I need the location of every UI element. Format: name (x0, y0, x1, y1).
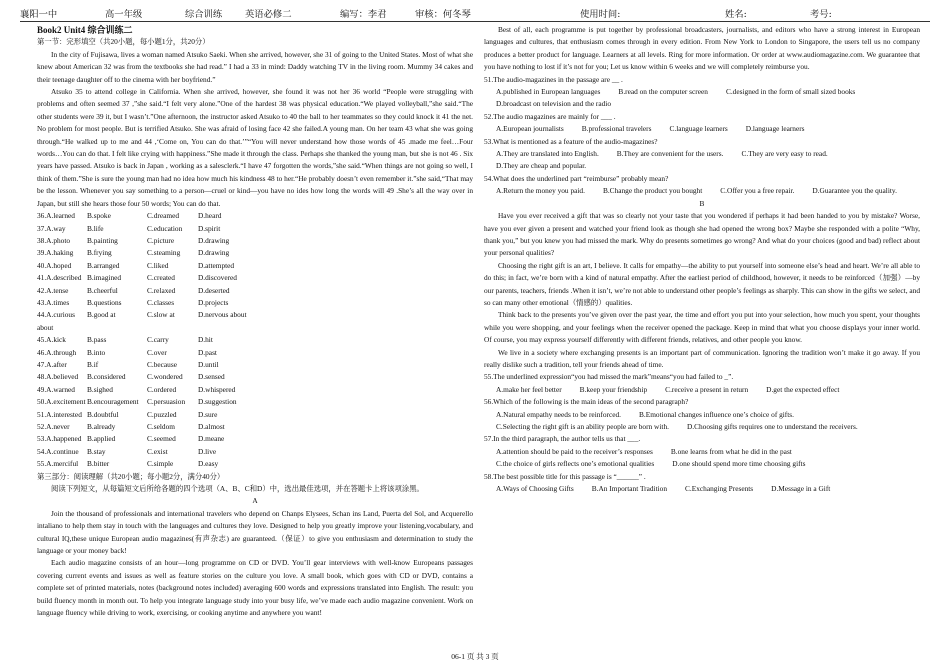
question-stem: 58.The best possible title for this passage is “______” . (484, 471, 646, 481)
answer-option: D.drawing (198, 248, 230, 258)
answer-option: B.if (87, 359, 99, 369)
answer-option: D.heard (198, 211, 222, 221)
question-option: B.An Important Tradition (591, 484, 668, 494)
question-option: C.They are very easy to read. (741, 149, 828, 159)
cloze-answer-row (37, 210, 473, 222)
question-option: D.broadcast on television and the radio (496, 99, 612, 109)
cloze-answer-row (37, 396, 473, 408)
question-option: A.Ways of Choosing Gifts (496, 484, 574, 494)
cloze-answer-row (37, 334, 473, 346)
answer-option: 37.A.way (37, 223, 66, 233)
answer-option: B.arranged (87, 260, 120, 270)
answer-option: B.imagined (87, 273, 122, 283)
cloze-answer-row (37, 272, 473, 284)
answer-option: D.sure (198, 409, 218, 419)
answer-option: 43.A.times (37, 297, 70, 307)
answer-option: D.suggestion (198, 397, 237, 407)
answer-option: 47.A.after (37, 359, 67, 369)
cloze-answer-row (37, 285, 473, 297)
answer-option: 50.A.excitement (37, 397, 86, 407)
header-grade: 高一年级 (105, 9, 143, 20)
cloze-answer-row (37, 371, 473, 383)
question-options (484, 384, 920, 396)
answer-option: 54.A.continue (37, 446, 79, 456)
question-option: C.the choice of girls reflects one’s emotional qualities (496, 459, 655, 469)
answer-option: C.liked (147, 260, 169, 270)
answer-option: 36.A.learned (37, 211, 75, 221)
cloze-answer-row (37, 247, 473, 259)
question-option: D.Guarantee you the quality. (812, 186, 897, 196)
cloze-paragraph-2: Atsuko 35 to attend college in California. When she arrived, however, she found it was not her 36 world “People were struggling with problems and often seemed 37 ,”she said.“I felt very alone.”One of the hardest 38 was physical education.“We played volleyball,”she said.“The other students were 39 it, but I wasn’t.”One afternoon, the instructor asked Atsuko to 40 the ball to her teammates so they could knock it 41 the net. No problem for most people. But is terrified Atsuko. She was afraid of losing face 42 she failed.A young man. On her team 43 what she was going through.“He walked up to me and 44 ,‘Come on, You can do that.’”“You will never understand how those words of 45 .made me feel…Four words…You can do that. I felt like crying with happiness.”She made it through the class. Perhaps she thanked the young man, but she is not 46 . Six years have passed. Atsuko is back in Japan , working as a salesclerk.“I have 47 forgotten the words,”she said.“When things are not going so well, I think of them.”She is sure the young man had no idea how much his kindness 48 to her.“He probably doesn’t even remember it.”she said,“That may be the lesson. Whenever you say something to a person—cruel or kind—you have no ides how long the words will 49 .She’s all the way over in Japan, but still she hears those four 50 words; You can do that. (37, 87, 473, 208)
passage-b-paragraph-1: Have you ever received a gift that was so clearly not your taste that you wondered if perhaps it had been handed to you by mistake? Worse, have you ever given a present and watched your friend look as though she had opened the wrong box? Maybe she responded with a polite “Why, thank you,” but you knew you had missed the mark. Why do presents sometimes go wrong? And what do your choices (good and bad) reflect about your personal qualities? (484, 211, 920, 258)
answer-option: C.puzzled (147, 409, 177, 419)
question-option: A.make her feel better (496, 384, 562, 394)
question-option: C.Selecting the right gift is an ability people are born with. (496, 422, 669, 431)
answer-option: 49.A.warned (37, 384, 75, 394)
answer-option: D.meane (198, 434, 225, 444)
answer-option: D.sensed (198, 372, 225, 382)
question-stem: 53.What is mentioned as a feature of the audio-magazines? (484, 136, 658, 146)
answer-option: 38.A.photo (37, 235, 71, 245)
question-options (484, 148, 920, 173)
question-options (484, 446, 920, 471)
question-options (484, 123, 920, 135)
answer-option: D.discovered (198, 273, 237, 283)
header-exam-no: 考号: (810, 9, 832, 20)
cloze-answer-row (37, 433, 473, 445)
part3-instructions: 阅读下列短文，从每篇短文后所给各题的四个选项（A、B、C和D）中，选出最佳选项，并在答题卡上将该项涂黑。 (51, 484, 424, 494)
answer-option: 39.A.haking (37, 248, 74, 258)
answer-option: B.spoke (87, 211, 111, 221)
left-column (37, 24, 473, 664)
question-option: B.read on the computer screen (618, 87, 708, 97)
cloze-answer-row (37, 235, 473, 247)
answer-option: B.cheerful (87, 285, 118, 295)
cloze-paragraph-1: In the city of Fujisawa, lives a woman named Atsuko Saeki. When she arrived, however, she 31 of going to the United States. Most of what she knew about American 32 was from the textbooks she had read.” I had a 33 in mind: Daddy watching TV in the living room. Mummy 34 cakes and their teenage daughter off to the cinema with her boyfriend.” (37, 49, 473, 84)
question-stem: 52.The audio magazines are mainly for ___ . (484, 111, 616, 121)
page-title: Book2 Unit4 综合训练二 (37, 25, 133, 35)
cloze-answer-list (37, 210, 473, 471)
answer-option: B.encouragement (87, 397, 139, 407)
answer-option: 52.A.never (37, 422, 70, 431)
answer-option: B.good at (87, 310, 116, 320)
question-stem: 55.The underlined expression“you had missed the mark”means“you had failed to _”. (484, 372, 734, 382)
answer-option: 41.A.described (37, 273, 82, 283)
answer-option: C.persuasion (147, 397, 186, 407)
answer-option: 42.A.tense (37, 285, 69, 295)
answer-option: D.attempted (198, 260, 235, 270)
answer-option: D.past (198, 347, 217, 357)
cloze-answer-row (37, 409, 473, 421)
answer-option: B.pass (87, 335, 107, 345)
question-option: B.one learns from what he did in the past (670, 446, 792, 456)
header-type: 综合训练 (185, 9, 223, 20)
header-reviewer: 审核：何冬琴 (415, 9, 471, 20)
answer-option: B.life (87, 223, 104, 233)
header-author: 编写：李君 (340, 9, 387, 20)
questions-a (484, 74, 920, 198)
question-stem: 51.The audio-magazines in the passage are __ . (484, 74, 623, 84)
answer-option: 46.A.through (37, 347, 77, 357)
questions-b (484, 371, 920, 495)
question-option: A.European journalists (496, 124, 564, 134)
header-book: 英语必修二 (245, 9, 292, 20)
header-name: 姓名: (725, 9, 747, 20)
question-option: A.Natural empathy needs to be reinforced. (496, 409, 621, 419)
question-option: B.They are convenient for the users. (616, 149, 724, 159)
right-column (484, 24, 920, 664)
answer-option: B.questions (87, 297, 122, 307)
answer-option: B.frying (87, 248, 112, 258)
question-stem: 56.Which of the following is the main ideas of the second paragraph? (484, 397, 689, 407)
page-footer: 06-1 页 共 3 页 (451, 652, 499, 661)
answer-option: 44.A.curious about (37, 310, 75, 332)
passage-a-paragraph-2: Each audio magazine consists of an hour—long programme on CD or DVD. You’ll gear interviews with well-know Europeans passages covering current events and issues as well as feature stories on the culture you love. A small book, which goes with CD or DVD, contains a complete set of printed materials, notes (background notes included) averaging 600 words and expressions translated into English. The result: you build fluency month in month out. To help you integrate language study into your busy life, we’ve made each audio magazine convenient. Work on language fluency while driving to work, exercising, or cooking anytime and anywhere you want! (37, 558, 473, 618)
cloze-answer-row (37, 421, 473, 433)
cloze-answer-row (37, 309, 473, 334)
answer-option: 45.A.kick (37, 335, 66, 345)
answer-option: D.spirit (198, 223, 221, 233)
question-option: D.language learners (745, 124, 805, 134)
cloze-answer-row (37, 347, 473, 359)
passage-b-paragraph-4: We live in a society where exchanging presents is an important part of communication. Ignoring the tradition won’t make it go away. If you really dislike such a tradition, tell your friends ahead of time. (484, 347, 920, 369)
cloze-answer-row (37, 458, 473, 470)
answer-option: B.doubtful (87, 409, 119, 419)
question-options (484, 409, 920, 434)
question-option: A.They are translated into English. (496, 149, 599, 159)
cloze-answer-row (37, 359, 473, 371)
answer-option: 48.A.believed (37, 372, 79, 382)
cloze-answer-row (37, 260, 473, 272)
header-divider (20, 21, 930, 22)
question-option: C.designed in the form of small sized books (725, 87, 856, 97)
page-header (20, 6, 930, 20)
question-option: C.language learners (669, 124, 728, 134)
passage-b-label: B (699, 198, 705, 208)
passage-b-paragraph-3: Think back to the presents you’ve given over the past year, the time and effort you put into your selection, how much you spent, your thoughts while you were shopping, and your feelings when the receiver opened the package. Keep in mind that what you choose displays your inner world. Of course, you may express yourself differently with different friends, relatives, and other people you know. (484, 310, 920, 345)
answer-option: C.education (147, 223, 183, 233)
answer-option: C.dreamed (147, 211, 180, 221)
passage-a-paragraph-3: Best of all, each programme is put together by professional broadcasters, journalists, and editors who have a strong interest in European languages and cultures, that enthusiasm comes through in every edition. From New York to London to Singapore, the users tell us no company produces a better product for language. Learners at all levels. Ring for more information. Or order at www.audiomagazine.com. We guarantee that you have nothing to lost if it’s not for you; Let us know within 6 weeks and we will completely reimburse you. (484, 25, 920, 72)
answer-option: C.steaming (147, 248, 181, 258)
answer-option: D.whispered (198, 384, 236, 394)
answer-option: B.into (87, 347, 106, 357)
question-options (484, 483, 920, 495)
answer-option: C.seldom (147, 422, 175, 431)
answer-option: 51.A.interested (37, 409, 82, 419)
question-option: A.published in European languages (496, 87, 601, 97)
question-option: D.Message in a Gift (771, 484, 831, 494)
answer-option: B.bitter (87, 459, 110, 469)
answer-option: C.relaxed (147, 285, 176, 295)
cloze-answer-row (37, 297, 473, 309)
answer-option: C.over (147, 347, 167, 357)
answer-option: C.because (147, 359, 177, 369)
answer-option: 40.A.hoped (37, 260, 72, 270)
answer-option: C.slow at (147, 310, 175, 320)
question-option: B.professional travelers (581, 124, 652, 134)
answer-option: D.until (198, 359, 219, 369)
answer-option: D.easy (198, 459, 219, 469)
answer-option: C.carry (147, 335, 169, 345)
header-use-time: 使用时间: (580, 9, 621, 20)
question-option: C.Exchanging Presents (685, 484, 754, 494)
answer-option: D.hit (198, 335, 213, 345)
answer-option: C.simple (147, 459, 174, 469)
answer-option: D.deserted (198, 285, 230, 295)
answer-option: B.already (87, 422, 116, 431)
question-option: D.one should spend more time choosing gifts (672, 459, 806, 469)
answer-option: B.sighed (87, 384, 113, 394)
header-school: 襄阳一中 (20, 9, 58, 20)
part3-heading: 第三部分：阅读理解（共20小题；每小题2分，满分40分） (37, 471, 225, 481)
question-option: C.receive a present in return (665, 384, 749, 394)
question-stem: 57.In the third paragraph, the author tells us that ___. (484, 434, 641, 444)
answer-option: C.ordered (147, 384, 177, 394)
question-option: A.Return the money you paid. (496, 186, 585, 196)
part1-heading: 第一节：完形填空（共20小题，每小题1分，共20分） (37, 37, 210, 47)
passage-b-paragraph-2: Choosing the right gift is an art, I believe. It calls for empathy—the ability to put yourself into someone else’s head and heart. We’re all able to do this; in fact, we’re born with a kind of natural empathy. After the earliest period of childhood, however, it needs to be reinforced（加强）—by our parents, teachers, friends .When it isn’t, we’re not able to understand other people’s feelings as sharply. This can show in the gifts we select, and so can many other emotional（情感的）qualities. (484, 260, 920, 307)
answer-option: C.seemed (147, 434, 176, 444)
cloze-answer-row (37, 223, 473, 235)
question-option: B.keep your friendship (579, 384, 648, 394)
question-options (484, 86, 920, 111)
answer-option: 55.A.merciful (37, 459, 79, 469)
answer-option: B.stay (87, 446, 106, 456)
cloze-answer-row (37, 384, 473, 396)
answer-option: B.applied (87, 434, 116, 444)
answer-option: C.picture (147, 235, 175, 245)
question-option: C.Offer you a free repair. (720, 186, 795, 196)
answer-option: D.almost (198, 422, 225, 431)
question-option: D.They are cheap and popular. (496, 161, 587, 171)
answer-option: C.created (147, 273, 175, 283)
answer-option: D.projects (198, 297, 229, 307)
question-option: D.Choosing gifts requires one to understand the receivers. (686, 422, 858, 431)
question-option: B.Emotional changes influence one’s choice of gifts. (639, 409, 794, 419)
question-option: A.attention should be paid to the receiver’s responses (496, 446, 653, 456)
answer-option: D.drawing (198, 235, 230, 245)
answer-option: 53.A.happened (37, 434, 82, 444)
question-option: B.Change the product you bought (602, 186, 703, 196)
cloze-answer-row (37, 446, 473, 458)
answer-option: B.considered (87, 372, 126, 382)
answer-option: C.classes (147, 297, 175, 307)
answer-option: D.live (198, 446, 217, 456)
question-stem: 54.What does the underlined part “reimburse” probably mean? (484, 173, 669, 183)
answer-option: C.exist (147, 446, 168, 456)
question-option: D.get the expected effect (766, 384, 840, 394)
question-options (484, 185, 920, 197)
passage-a-paragraph-1: Join the thousand of professionals and international travelers who depend on Chanps Elysees, Schan ins Land, Puerta del Sol, and Acquerello intaliano to help them stay in touch with the languages and cultures they love. Designed to help you greatly improve your listening,vocabulary, and cultural IQ,these unique European audio magazines(有声杂志) are guaranteed.（保证）to give you enthusiasm and determination to study the language or your money back! (37, 508, 473, 556)
answer-option: C.wondered (147, 372, 183, 382)
answer-option: D.nervous about (198, 310, 247, 320)
answer-option: B.painting (87, 235, 118, 245)
passage-a-label: A (252, 496, 258, 506)
